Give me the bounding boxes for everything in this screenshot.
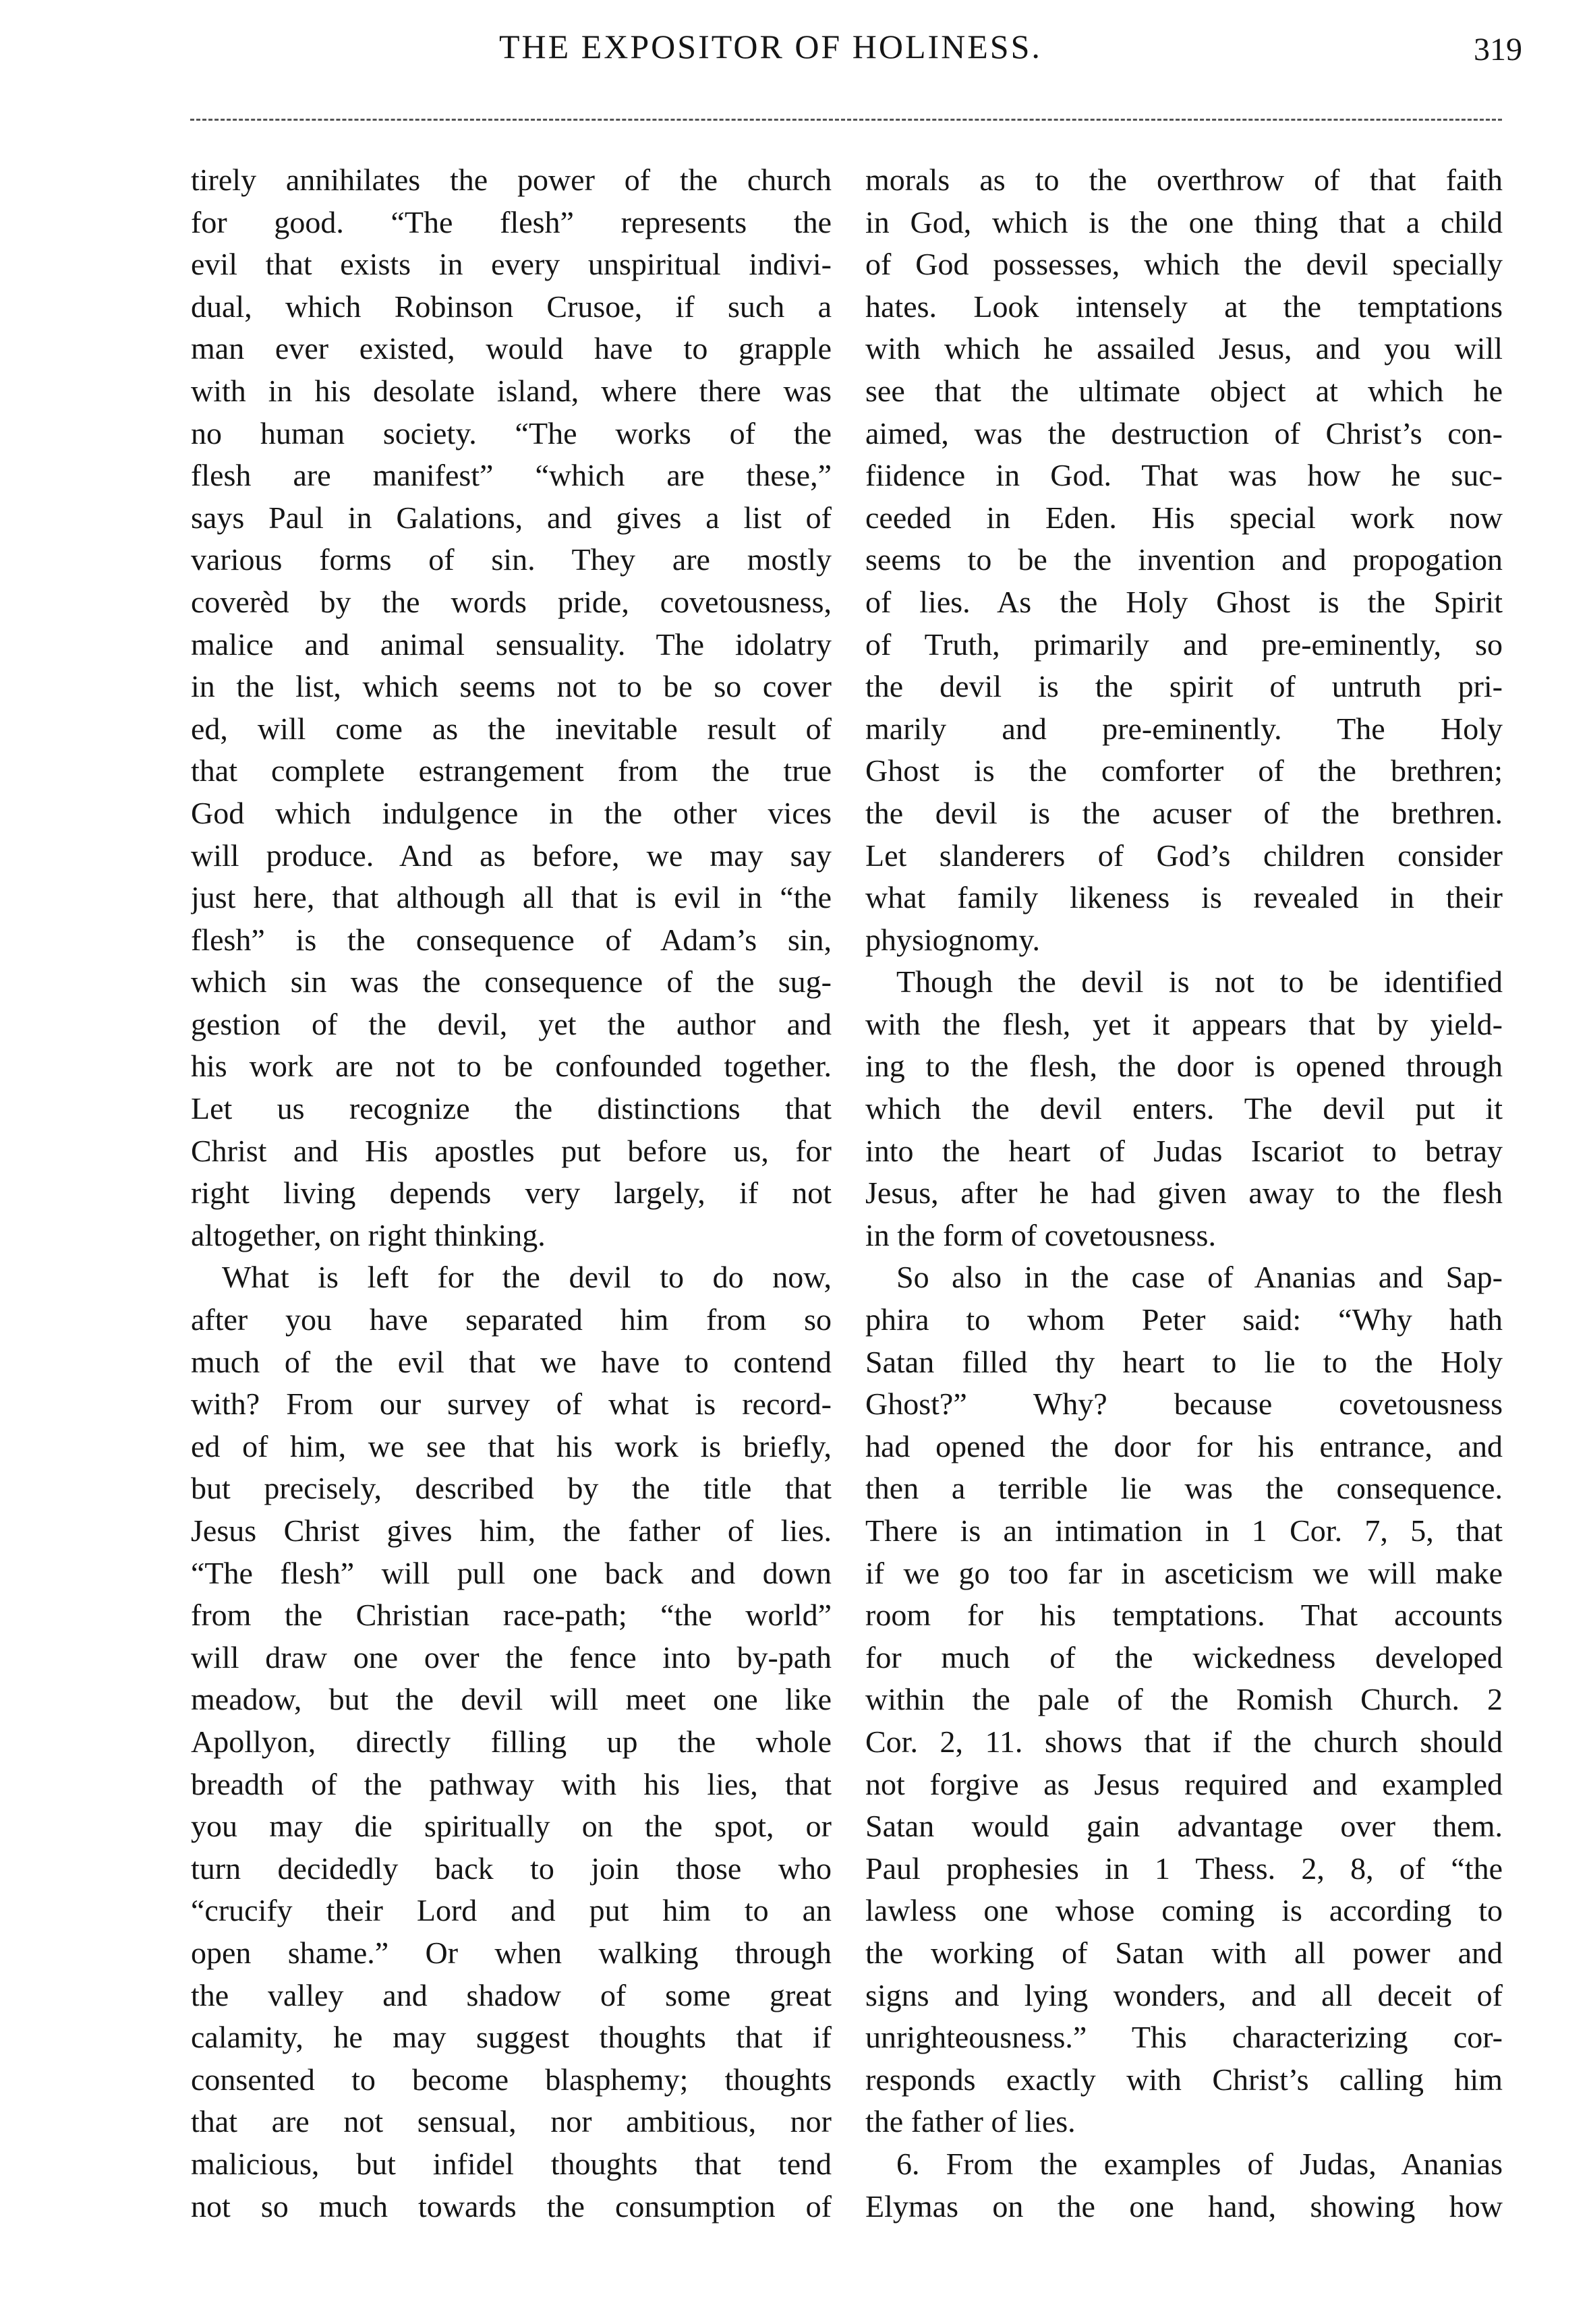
text-line: the devil is the spirit of untruth pri-: [865, 669, 1503, 704]
left-column: [191, 159, 832, 2228]
text-line: turn decidedly back to join those who: [191, 1851, 832, 1886]
text-line: flesh are manifest” “which are these,”: [191, 458, 832, 493]
text-line: the father of lies.: [865, 2104, 1076, 2139]
text-line: had opened the door for his entrance, and: [865, 1428, 1503, 1463]
text-line: physiognomy.: [865, 922, 1040, 957]
text-line: will produce. And as before, we may say: [191, 838, 832, 873]
text-line: breadth of the pathway with his lies, that: [191, 1766, 832, 1801]
page-header: [0, 27, 1589, 81]
text-line: altogether, on right thinking.: [191, 1217, 546, 1252]
text-line: various forms of sin. They are mostly: [191, 542, 832, 577]
text-line: unrighteousness.” This characterizing cor-: [865, 2020, 1503, 2055]
text-line: for much of the wickedness developed: [865, 1639, 1503, 1675]
text-line: signs and lying wonders, and all deceit of: [865, 1977, 1503, 2012]
text-line: Ghost is the comforter of the brethren;: [865, 753, 1503, 788]
text-line: says Paul in Galations, and gives a list of: [191, 500, 832, 535]
text-line: the valley and shadow of some great: [191, 1977, 832, 2012]
text-line: see that the ultimate object at which he: [865, 373, 1503, 408]
text-line: 6. From the examples of Judas, Ananias: [896, 2146, 1503, 2181]
text-line: which the devil enters. The devil put it: [865, 1091, 1503, 1126]
text-line: God which indulgence in the other vices: [191, 795, 832, 830]
text-line: There is an intimation in 1 Cor. 7, 5, that: [865, 1513, 1503, 1548]
text-line: calamity, he may suggest thoughts that if: [191, 2020, 832, 2055]
text-line: with the flesh, yet it appears that by yield-: [865, 1006, 1503, 1041]
text-line: meadow, but the devil will meet one like: [191, 1682, 832, 1717]
header-rule: [190, 119, 1502, 121]
text-line: Elymas on the one hand, showing how: [865, 2188, 1503, 2224]
text-line: flesh” is the consequence of Adam’s sin,: [191, 922, 832, 957]
right-column: [865, 159, 1503, 2228]
text-line: ed of him, we see that his work is briefly,: [191, 1428, 832, 1463]
text-line: Paul prophesies in 1 Thess. 2, 8, of “the: [865, 1851, 1503, 1886]
text-line: ceeded in Eden. His special work now: [865, 500, 1503, 535]
text-line: ed, will come as the inevitable result of: [191, 711, 832, 746]
text-line: not forgive as Jesus required and exampled: [865, 1766, 1503, 1801]
text-line: will draw one over the fence into by-path: [191, 1639, 832, 1675]
running-title: THE EXPOSITOR OF HOLINESS.: [499, 28, 1042, 65]
text-line: if we go too far in asceticism we will make: [865, 1555, 1503, 1590]
text-line: much of the evil that we have to contend: [191, 1344, 832, 1379]
text-line: in the list, which seems not to be so cover: [191, 669, 832, 704]
text-line: marily and pre-eminently. The Holy: [865, 711, 1503, 746]
text-line: within the pale of the Romish Church. 2: [865, 1682, 1503, 1717]
text-line: “crucify their Lord and put him to an: [191, 1893, 832, 1928]
text-line: the devil is the acuser of the brethren.: [865, 795, 1503, 830]
text-line: right living depends very largely, if not: [191, 1175, 832, 1211]
text-line: gestion of the devil, yet the author and: [191, 1006, 832, 1041]
text-line: ing to the flesh, the door is opened through: [865, 1049, 1503, 1084]
text-line: no human society. “The works of the: [191, 415, 832, 451]
text-line: into the heart of Judas Iscariot to betray: [865, 1133, 1503, 1168]
text-line: of God possesses, which the devil specially: [865, 247, 1503, 282]
text-line: then a terrible lie was the consequence.: [865, 1471, 1503, 1506]
text-line: room for his temptations. That accounts: [865, 1598, 1503, 1633]
text-line: Cor. 2, 11. shows that if the church should: [865, 1724, 1503, 1759]
text-line: with in his desolate island, where there was: [191, 373, 832, 408]
text-line: that complete estrangement from the true: [191, 753, 832, 788]
text-line: what family likeness is revealed in their: [865, 880, 1503, 915]
text-line: evil that exists in every unspiritual indivi-: [191, 247, 832, 282]
text-line: So also in the case of Ananias and Sap-: [896, 1260, 1503, 1295]
text-line: for good. “The flesh” represents the: [191, 204, 832, 239]
text-line: after you have separated him from so: [191, 1302, 832, 1337]
text-line: Satan filled thy heart to lie to the Holy: [865, 1344, 1503, 1379]
text-line: in the form of covetousness.: [865, 1217, 1216, 1252]
text-line: Apollyon, directly filling up the whole: [191, 1724, 832, 1759]
text-line: you may die spiritually on the spot, or: [191, 1809, 832, 1844]
text-line: the working of Satan with all power and: [865, 1935, 1503, 1970]
text-line: not so much towards the consumption of: [191, 2188, 832, 2224]
text-line: his work are not to be confounded together.: [191, 1049, 832, 1084]
text-line: “The flesh” will pull one back and down: [191, 1555, 832, 1590]
text-line: but precisely, described by the title that: [191, 1471, 832, 1506]
text-line: Jesus, after he had given away to the flesh: [865, 1175, 1503, 1211]
text-line: seems to be the invention and propogation: [865, 542, 1503, 577]
page-number: 319: [1474, 32, 1522, 67]
text-line: Ghost?” Why? because covetousness: [865, 1387, 1503, 1422]
text-line: with which he assailed Jesus, and you will: [865, 331, 1503, 366]
text-line: man ever existed, would have to grapple: [191, 331, 832, 366]
text-line: aimed, was the destruction of Christ’s con-: [865, 415, 1503, 451]
text-line: Let us recognize the distinctions that: [191, 1091, 832, 1126]
text-line: dual, which Robinson Crusoe, if such a: [191, 289, 832, 324]
text-line: malicious, but infidel thoughts that tend: [191, 2146, 832, 2181]
text-line: responds exactly with Christ’s calling him: [865, 2062, 1503, 2097]
text-line: Christ and His apostles put before us, for: [191, 1133, 832, 1168]
text-line: from the Christian race-path; “the world”: [191, 1598, 832, 1633]
text-line: Satan would gain advantage over them.: [865, 1809, 1503, 1844]
text-line: lawless one whose coming is according to: [865, 1893, 1503, 1928]
text-line: hates. Look intensely at the temptations: [865, 289, 1503, 324]
text-line: morals as to the overthrow of that faith: [865, 163, 1503, 197]
text-line: open shame.” Or when walking through: [191, 1935, 832, 1970]
text-line: malice and animal sensuality. The idolatry: [191, 627, 832, 662]
text-line: with? From our survey of what is record-: [191, 1387, 832, 1422]
text-line: that are not sensual, nor ambitious, nor: [191, 2104, 832, 2139]
text-line: Though the devil is not to be identified: [896, 964, 1503, 999]
text-line: Let slanderers of God’s children consider: [865, 838, 1503, 873]
text-line: fiidence in God. That was how he suc-: [865, 458, 1503, 493]
text-line: Jesus Christ gives him, the father of lies.: [191, 1513, 832, 1548]
text-line: of Truth, primarily and pre-eminently, so: [865, 627, 1503, 662]
text-line: which sin was the consequence of the sug-: [191, 964, 832, 999]
text-line: in God, which is the one thing that a child: [865, 204, 1503, 239]
text-line: phira to whom Peter said: “Why hath: [865, 1302, 1503, 1337]
text-line: What is left for the devil to do now,: [222, 1260, 832, 1295]
text-line: just here, that although all that is evil in “the: [191, 880, 832, 915]
text-line: tirely annihilates the power of the church: [191, 163, 832, 197]
text-line: consented to become blasphemy; thoughts: [191, 2062, 832, 2097]
text-line: of lies. As the Holy Ghost is the Spirit: [865, 584, 1503, 619]
text-line: coverèd by the words pride, covetousness,: [191, 584, 832, 619]
